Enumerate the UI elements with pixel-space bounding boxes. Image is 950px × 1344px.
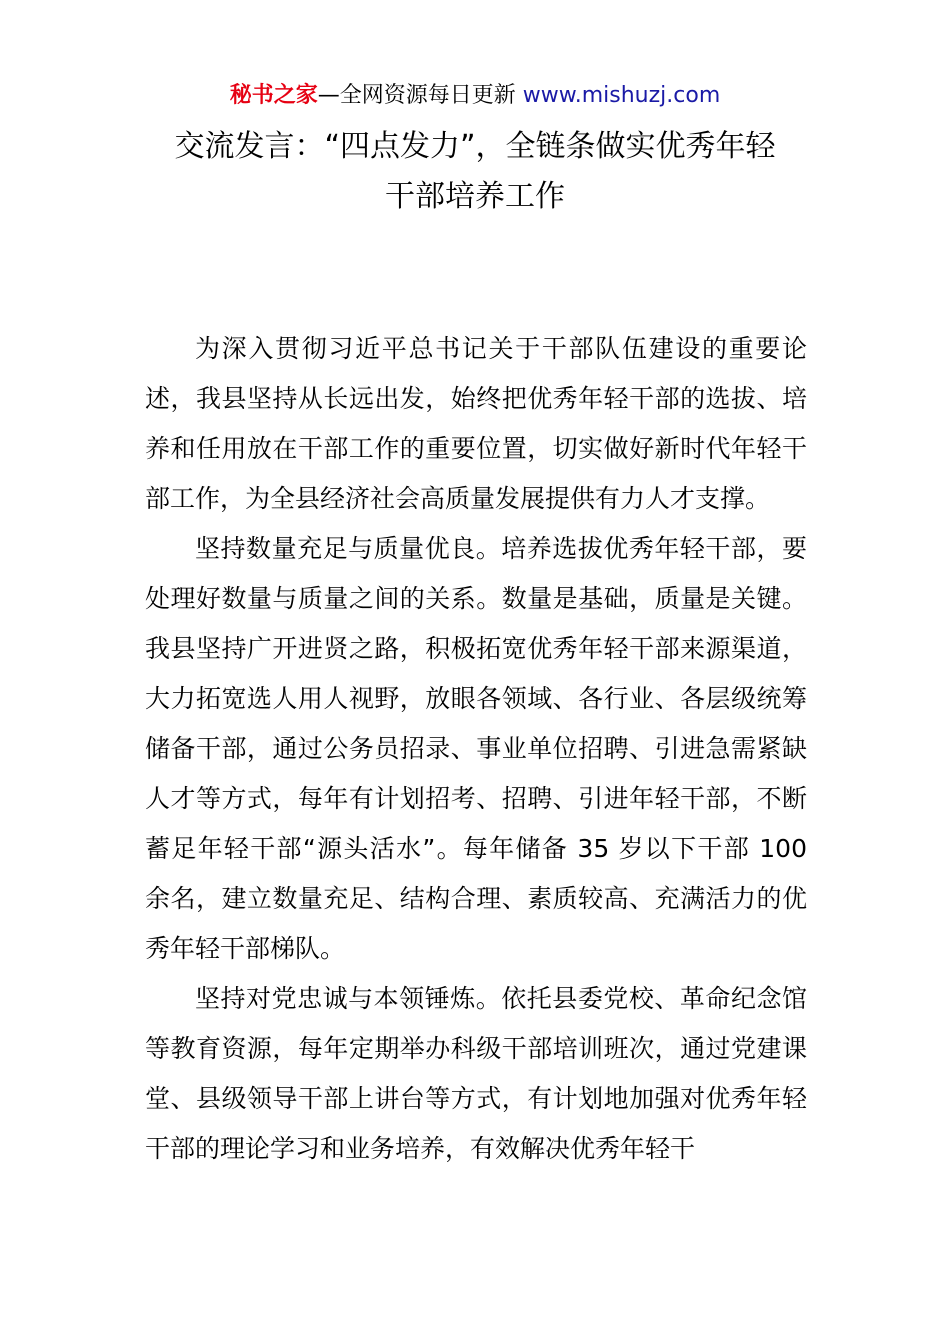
title-line-2: 干部培养工作 bbox=[385, 179, 565, 214]
paragraph-intro: 为深入贯彻习近平总书记关于干部队伍建设的重要论述，我县坚持从长远出发，始终把优秀年轻干部的选拔、培养和任用放在干部工作的重要位置，切实做好新时代年轻干部工作，为全县经济社会高质量发展提供有力人才支撑。 bbox=[145, 334, 807, 513]
site-slogan: —全网资源每日更新 bbox=[317, 83, 523, 108]
document-title bbox=[145, 122, 805, 222]
paragraph-loyalty-skills: 坚持对党忠诚与本领锤炼。依托县委党校、革命纪念馆等教育资源，每年定期举办科级干部培训班次，通过党建课堂、县级领导干部上讲台等方式，有计划地加强对优秀年轻干部的理论学习和业务培养，有效解决优秀年轻干 bbox=[145, 984, 807, 1163]
title-line-1: 交流发言：“四点发力”，全链条做实优秀年轻 bbox=[174, 129, 776, 164]
site-brand: 秘书之家 bbox=[229, 83, 318, 108]
site-header bbox=[0, 82, 950, 110]
site-url-link[interactable]: www.mishuzj.com bbox=[522, 83, 721, 108]
paragraph-quantity-quality: 坚持数量充足与质量优良。培养选拔优秀年轻干部，要处理好数量与质量之间的关系。数量是基础，质量是关键。我县坚持广开进贤之路，积极拓宽优秀年轻干部来源渠道，大力拓宽选人用人视野，放眼各领域、各行业、各层级统筹储备干部，通过公务员招录、事业单位招聘、引进急需紧缺人才等方式，每年有计划招考、招聘、引进年轻干部，不断蓄足年轻干部“源头活水”。每年储备 35 岁以下干部 100 余名，建立数量充足、结构合理、素质较高、充满活力的优秀年轻干部梯队。 bbox=[145, 534, 807, 963]
document-body bbox=[145, 324, 807, 1174]
